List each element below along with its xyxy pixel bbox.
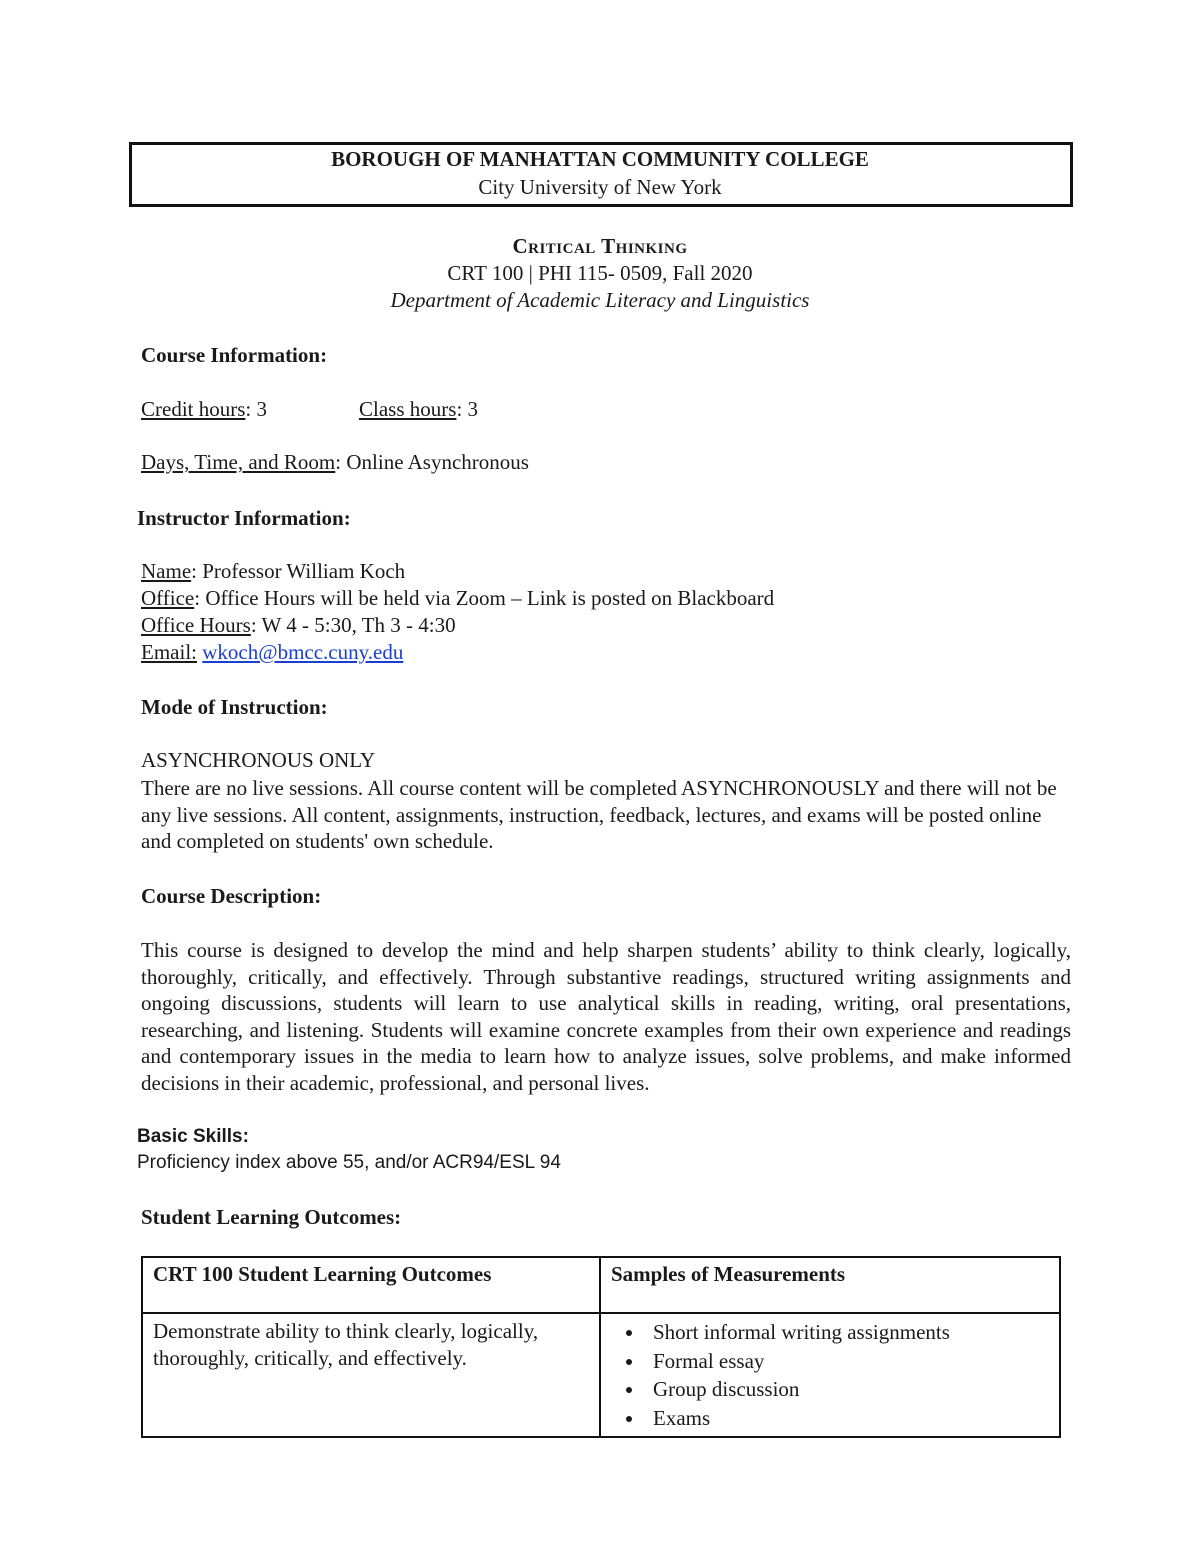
- basic-skills-heading: Basic Skills:: [137, 1126, 249, 1147]
- course-title: Critical Thinking: [512, 234, 688, 258]
- department-name: Department of Academic Literacy and Linguistics: [390, 288, 810, 312]
- course-info-heading: Course Information:: [141, 343, 328, 367]
- mode-text: There are no live sessions. All course content will be completed ASYNCHRONOUSLY and there will not be any live sessions. All content, assignments, instruction, feedback, lectures, and exams will be posted online and completed on students' own schedule.: [141, 776, 1057, 854]
- office-value: : Office Hours will be held via Zoom – Link is posted on Blackboard: [194, 586, 775, 610]
- instructor-office: [141, 586, 774, 611]
- credit-hours-value: : 3: [245, 397, 267, 421]
- measurements-col-header: Samples of Measurements: [600, 1257, 1060, 1313]
- outcomes-heading: Student Learning Outcomes:: [141, 1205, 402, 1229]
- instructor-email: [141, 640, 403, 665]
- class-hours: [359, 397, 478, 422]
- list-item: • Short informal writing assignments: [645, 1318, 1049, 1347]
- days-time-room: [141, 450, 529, 475]
- table-row: [142, 1313, 1060, 1437]
- university-name: City University of New York: [478, 175, 722, 199]
- class-hours-value: : 3: [456, 397, 479, 421]
- email-link[interactable]: wkoch@bmcc.cuny.edu: [202, 640, 404, 664]
- measurements-cell: [600, 1313, 1060, 1437]
- instructor-info-heading: Instructor Information:: [137, 506, 351, 530]
- name-value: : Professor William Koch: [191, 559, 406, 583]
- days-value: : Online Asynchronous: [335, 450, 529, 474]
- outcomes-col-header: CRT 100 Student Learning Outcomes: [142, 1257, 600, 1313]
- name-label: Name: [141, 559, 192, 583]
- description-heading: Course Description:: [141, 884, 322, 908]
- description-text: This course is designed to develop the mind and help sharpen students’ ability to think clearly, logically, thoroughly, critically, and effectively. Through substantive readings, structured writing assignments and ongoing discussions, students will learn to use analytical skills in reading, writing, oral presentations, researching, and listening. Students will examine concrete examples from their own experience and readings and contemporary issues in the media to learn how to analyze issues, solve problems, and make informed decisions in their academic, professional, and personal lives.: [141, 938, 1071, 1095]
- measurements-list: [611, 1318, 1049, 1432]
- email-label: Email:: [141, 640, 197, 664]
- list-item: • Group discussion: [645, 1375, 1049, 1404]
- outcome-cell: Demonstrate ability to think clearly, logically, thoroughly, critically, and effectively.: [142, 1313, 600, 1437]
- list-item: • Exams: [645, 1404, 1049, 1433]
- mode-type: ASYNCHRONOUS ONLY: [141, 748, 376, 772]
- credit-hours-label: Credit hours: [141, 397, 246, 421]
- class-hours-label: Class hours: [359, 397, 457, 421]
- basic-skills-text: Proficiency index above 55, and/or ACR94/ESL 94: [137, 1152, 561, 1173]
- college-name: BOROUGH OF MANHATTAN COMMUNITY COLLEGE: [331, 147, 869, 171]
- office-hours-value: : W 4 - 5:30, Th 3 - 4:30: [250, 613, 456, 637]
- office-label: Office: [141, 586, 195, 610]
- office-hours-label: Office Hours: [141, 613, 251, 637]
- list-item: • Formal essay: [645, 1347, 1049, 1376]
- instructor-office-hours: [141, 613, 456, 638]
- days-label: Days, Time, and Room: [141, 450, 336, 474]
- instructor-name: [141, 559, 405, 584]
- table-header-row: [142, 1257, 1060, 1313]
- credit-hours: [141, 397, 267, 422]
- mode-heading: Mode of Instruction:: [141, 695, 328, 719]
- outcomes-table: [141, 1256, 1061, 1438]
- course-code: CRT 100 | PHI 115- 0509, Fall 2020: [447, 261, 753, 285]
